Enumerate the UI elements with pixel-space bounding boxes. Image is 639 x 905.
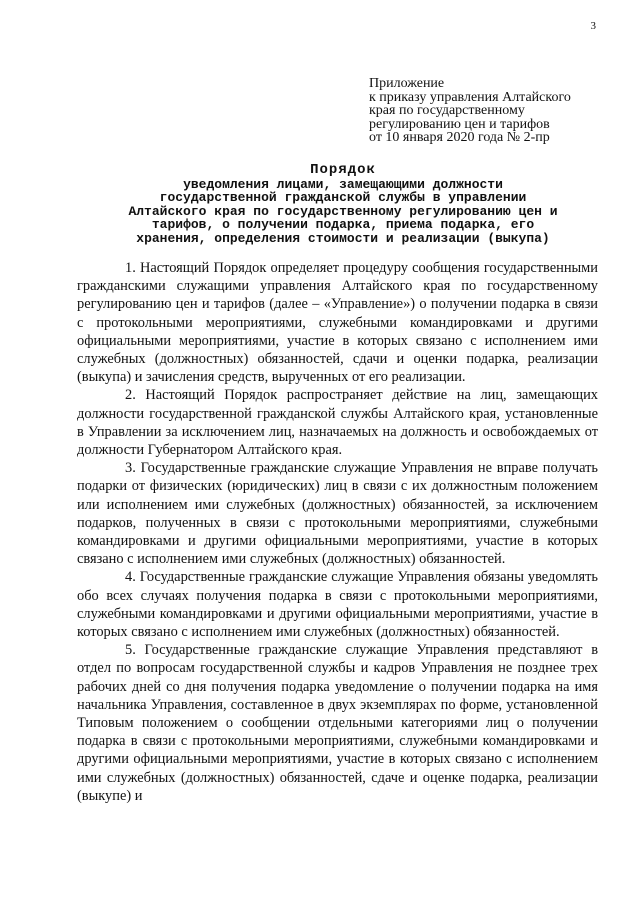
paragraph-3: 3. Государственные гражданские служащие Управления не вправе получать подарки от физических (юридических) лиц в связи с их должностным положением или исполнением ими служебных (должностных) обязанностей, за исключением подарков, полученных в связи с протокольными мероприятиями, служебными командировками и другими официальными мероприятиями, участие в которых связано с исполнением ими служебных (должностных) обязанностей. bbox=[77, 460, 598, 568]
title-line: уведомления лицами, замещающими должности bbox=[183, 176, 503, 192]
document-title bbox=[78, 164, 608, 245]
appendix-line: Приложение bbox=[369, 76, 445, 91]
document-body bbox=[77, 259, 598, 805]
paragraph-1: 1. Настоящий Порядок определяет процедуру сообщения государственными гражданскими служащими управления Алтайского края по государственному регулированию цен и тарифов (далее – «Управление») о получении подарка в связи с протокольными мероприятиями, служебными командировками и другими официальными мероприятиями, участие в которых связано с исполнением ими служебных (должностных) обязанностей, сдачи и оценки подарка, реализации (выкупа) и зачисления средств, вырученных от его реализации. bbox=[77, 260, 598, 386]
appendix-header bbox=[369, 77, 609, 145]
title-heading: Порядок bbox=[310, 162, 376, 178]
appendix-line: края по государственному bbox=[369, 103, 525, 118]
title-line: хранения, определения стоимости и реализации (выкупа) bbox=[136, 230, 550, 246]
title-line: Алтайского края по государственному регулированию цен и bbox=[128, 203, 558, 219]
appendix-line: регулированию цен и тарифов bbox=[369, 116, 550, 132]
title-line: государственной гражданской службы в управлении bbox=[159, 190, 527, 205]
paragraph-2: 2. Настоящий Порядок распространяет действие на лиц, замещающих должности государственной гражданской службы Алтайского края, установленные в Управлении за исключением лиц, назначаемых на должность и освобождаемых от должности Губернатором Алтайского края. bbox=[77, 387, 598, 459]
appendix-line: к приказу управления Алтайского bbox=[369, 89, 571, 105]
paragraph-5: 5. Государственные гражданские служащие Управления представляют в отдел по вопросам государственной службы и кадров Управления не позднее трех рабочих дней со дня получения подарка уведомление о получении подарка на имя начальника Управления, составленное в двух экземплярах по форме, установленной Типовым положением о сообщении отдельными категориями лиц о получении подарка в связи с протокольными мероприятиями, служебными командировками и другими официальными мероприятиями, участие в которых связано с исполнением ими служебных (должностных) обязанностей, сдаче и оценке подарка, реализации (выкупе) и bbox=[77, 642, 598, 804]
page-number: 3 bbox=[590, 20, 596, 32]
title-line: тарифов, о получении подарка, приема подарка, его bbox=[151, 217, 535, 232]
appendix-line: от 10 января 2020 года № 2-пр bbox=[369, 130, 550, 145]
paragraph-4: 4. Государственные гражданские служащие Управления обязаны уведомлять обо всех случаях получения подарка в связи с протокольными мероприятиями, служебными командировками и другими официальными мероприятиями, участие в которых связано с исполнением ими служебных (должностных) обязанностей. bbox=[77, 569, 598, 641]
